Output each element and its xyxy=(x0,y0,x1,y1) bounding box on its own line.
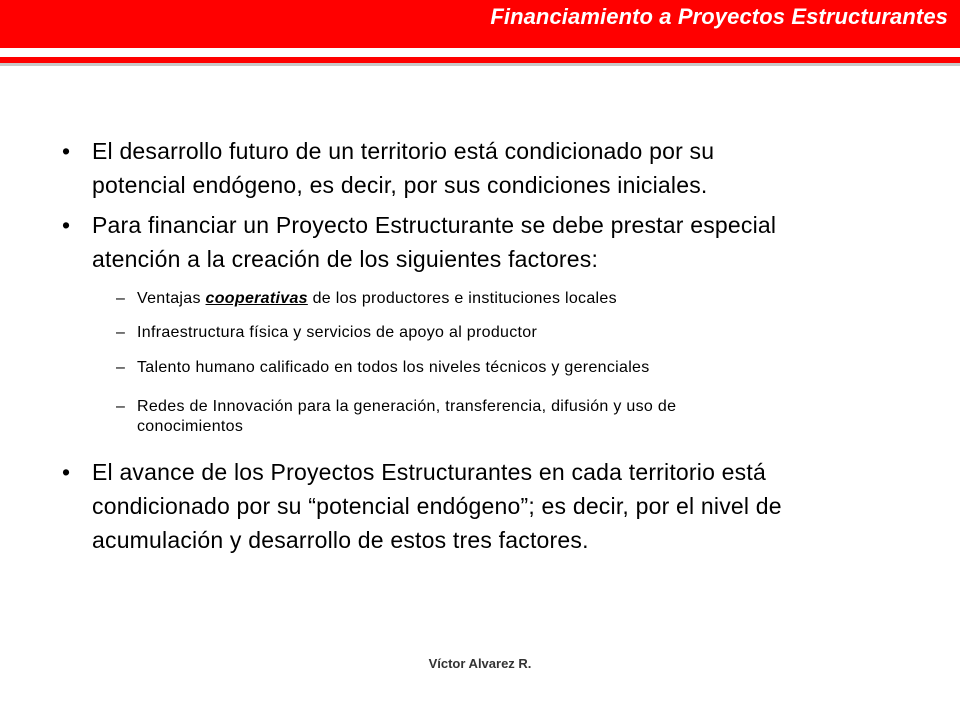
sub-item-text xyxy=(137,397,857,437)
sub-item-dash: – xyxy=(116,290,126,307)
sub-item-text: Talento humano calificado en todos los niveles técnicos y gerenciales xyxy=(137,359,650,376)
emphasis-word: cooperativas xyxy=(205,290,308,307)
bullet-text xyxy=(92,134,912,202)
sub-item-text-before: Ventajas xyxy=(137,290,206,307)
sub-item-dash: – xyxy=(116,398,126,415)
bullet-marker: • xyxy=(62,212,71,238)
sub-item-line: Redes de Innovación para la generación, transferencia, difusión y uso de xyxy=(137,398,677,415)
bullet-text xyxy=(92,455,912,557)
bullet-line: acumulación y desarrollo de estos tres factores. xyxy=(92,527,589,553)
sub-item-text: Infraestructura física y servicios de apoyo al productor xyxy=(137,324,538,341)
bullet-marker: • xyxy=(62,138,71,164)
bullet-line: Para financiar un Proyecto Estructurante se debe prestar especial xyxy=(92,212,777,238)
sub-item-text-after: de los productores e instituciones locales xyxy=(307,290,617,307)
bullet-line: condicionado por su “potencial endógeno”; es decir, por el nivel de xyxy=(92,493,782,519)
sub-item-text xyxy=(137,289,857,309)
sub-item-dash: – xyxy=(116,324,126,341)
sub-item-dash: – xyxy=(116,359,126,376)
bullet-line: El desarrollo futuro de un territorio está condicionado por su xyxy=(92,138,715,164)
header-rule-gray xyxy=(0,63,960,66)
bullet-line: atención a la creación de los siguientes factores: xyxy=(92,246,599,272)
slide-title: Financiamiento a Proyectos Estructurantes xyxy=(490,4,948,29)
header-bar xyxy=(0,0,960,48)
sub-item-line: conocimientos xyxy=(137,418,244,435)
bullet-marker: • xyxy=(62,459,71,485)
footer-author: Víctor Alvarez R. xyxy=(428,656,532,671)
bullet-line: potencial endógeno, es decir, por sus condiciones iniciales. xyxy=(92,172,708,198)
bullet-line: El avance de los Proyectos Estructurantes en cada territorio está xyxy=(92,459,766,485)
bullet-text xyxy=(92,208,912,276)
